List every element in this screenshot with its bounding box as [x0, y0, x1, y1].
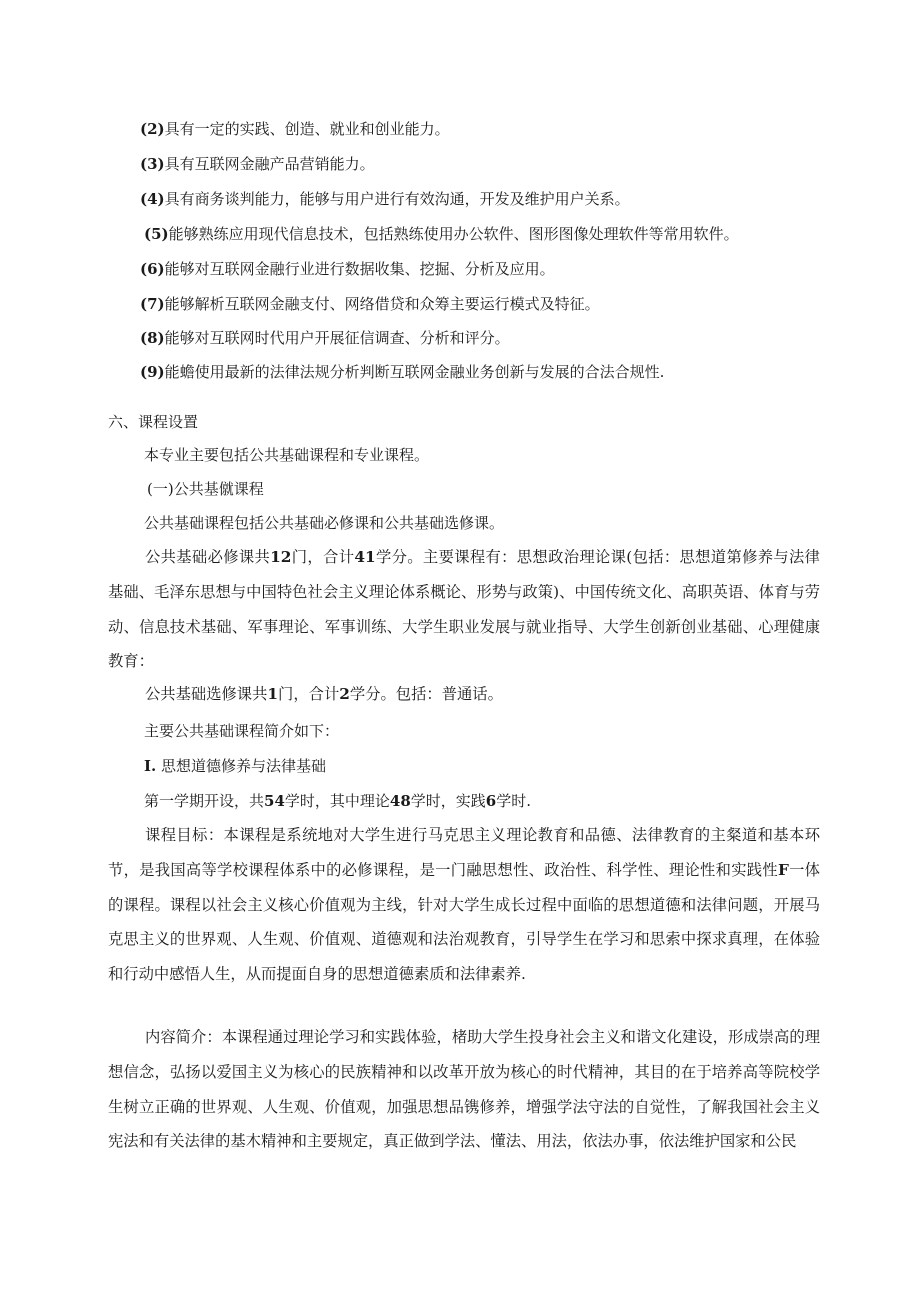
text-run: 学时，实践 — [410, 792, 486, 810]
ability-item-8 — [140, 327, 510, 349]
text-run: 学分。包括：普通话。 — [349, 685, 503, 703]
course-goal-paragraph — [108, 818, 820, 992]
hours-total: 54 — [264, 792, 285, 810]
ability-number: (4) — [140, 190, 165, 208]
ability-text: 能够解析互联网金融支付、网络借贷和众筹主要运行模式及特征。 — [164, 295, 600, 313]
ability-number: (8) — [140, 329, 165, 347]
subsection-intro: 公共基础课程包括公共基础必修课和公共基础选修课。 — [144, 514, 505, 532]
ability-item-6 — [140, 258, 555, 280]
course-content-paragraph: 内容简介：本课程通过理论学习和实践体验，楮助大学生投身社会主义和谐文化建设，形成崇高的理想信念，弘扬以爱国主义为核心的民族精神和以改革开放为核心的时代精神，其目的在于培养高等院校学生树立正确的世界观、人生观、价值观，加强思想品镌修养，增强学法守法的自觉性，了解我国社会主义宪法和有关法律的基木精神和主要规定，真正做到学法、懂法、用法，依法办事，依法维护国家和公民 — [108, 1028, 820, 1151]
ability-text: 具有商务谈判能力，能够与用户进行有效沟通，开发及维护用户关系。 — [164, 190, 630, 208]
text-run: 第一学期开设，共 — [144, 792, 265, 810]
course-title — [144, 755, 326, 777]
hours-theory: 48 — [389, 792, 411, 810]
ability-text: 能蟾使用最新的法律法规分析判断互联网金融业务创新与发展的合法合规性. — [164, 363, 665, 381]
ability-item-3 — [140, 153, 375, 175]
section-intro: 本专业主要包括公共基础课程和专业课程。 — [144, 446, 430, 464]
ability-item-4 — [140, 188, 630, 210]
text-run: 公共基础必修课共 — [145, 548, 271, 566]
course-number: I. — [144, 757, 157, 775]
text-run: 学时，其中理论 — [284, 792, 390, 810]
ability-number: (9) — [140, 363, 165, 381]
subsection-heading: (一)公共基僦课程 — [147, 480, 264, 498]
ability-text: 能够熟练应用现代信息技术，包括熟练使用办公软件、图形图像处理软件等常用软件。 — [168, 225, 739, 243]
ability-number: (6) — [140, 260, 165, 278]
section-heading: 六、课程设置 — [108, 413, 199, 431]
text-run: 门，合计 — [278, 685, 340, 703]
ability-number: (3) — [140, 155, 165, 173]
credit-count: 2 — [339, 685, 350, 703]
ability-text: 能够对互联网时代用户开展征信调查、分析和评分。 — [164, 329, 510, 347]
required-courses-paragraph — [108, 540, 820, 679]
text-run: F — [777, 860, 789, 879]
course-schedule — [144, 790, 531, 812]
ability-number: (7) — [140, 295, 165, 313]
ability-item-5 — [144, 223, 739, 245]
ability-item-2 — [140, 118, 450, 140]
course-name: 思想道德修养与法律基础 — [156, 757, 327, 775]
ability-text: 具有一定的实践、创造、就业和创业能力。 — [164, 120, 450, 138]
text-run: 公共基础选修课共 — [145, 685, 268, 703]
text-run: 学分。主要课程有：思想政治理论课(包括：思想道第修养与法律基础、毛泽东思想与中国特色社会主义理论体系概论、形势与政策)、中国传统文化、高职英语、体育与劳动、信息技术基础、军事理论、军事训练、大学生职业发展与就业指导、大学生创新创业基础、心理健康教育： — [108, 548, 820, 671]
text-run: 门，合计 — [291, 548, 355, 566]
credit-count: 41 — [354, 548, 376, 566]
text-run: 课程目标：本课程是系统地对大学生进行马克思主义理论教育和品德、法律教育的主粲道和基本环节，是我国高等学校课程体系中的必修课程，是一门融思想性、政治性、科学性、理论性和实践性 — [108, 826, 820, 879]
course-count: 12 — [270, 548, 292, 566]
text-run: 一体的课程。课程以社会主义核心价值观为主线，针对大学生成长过程中面临的思想道德和法律问题，开展马克思主义的世界观、人生观、价值观、道德观和法治观教育，引导学生在学习和思索中探求真理，在体验和行动中感悟人生，从而提面自身的思想道德素质和法律素养. — [108, 860, 820, 984]
course-count: 1 — [267, 685, 279, 703]
ability-number: (2) — [140, 120, 165, 138]
elective-courses-paragraph — [108, 677, 820, 712]
ability-item-9 — [140, 361, 664, 383]
course-overview-line: 主要公共基础课程简介如下： — [144, 722, 340, 740]
ability-item-7 — [140, 293, 600, 315]
hours-practice: 6 — [485, 792, 497, 810]
ability-text: 具有互联网金融产品营销能力。 — [164, 155, 375, 173]
ability-text: 能够对互联网金融行业进行数据收集、挖掘、分析及应用。 — [164, 260, 555, 278]
text-run: 学时. — [496, 792, 532, 810]
ability-number: (5) — [144, 225, 169, 243]
